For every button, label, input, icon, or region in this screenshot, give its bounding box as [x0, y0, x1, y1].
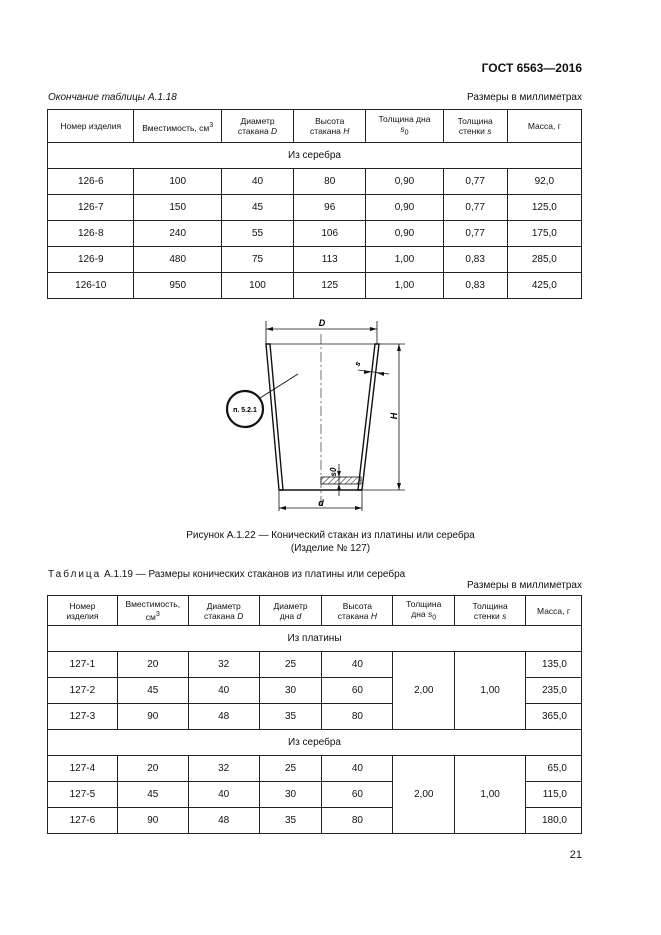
t1-cell: 0,90: [366, 195, 443, 221]
t1-col-diameter: Диаметр стакана D: [221, 110, 293, 143]
t2-cell: 32: [188, 652, 259, 678]
table2-header-row: [48, 596, 582, 626]
t2-cell: 127-3: [48, 704, 118, 730]
t2-cell: 40: [322, 652, 393, 678]
t2-col-capacity: Вместимость, $см^3$: [117, 596, 188, 626]
label-s0: s0: [329, 467, 338, 477]
t1-row: [48, 169, 582, 195]
t2-cell: 45: [117, 678, 188, 704]
bottom-hatch: [321, 477, 361, 484]
t2-cell: 365,0: [526, 704, 582, 730]
t2-merged-wall: 1,00: [455, 756, 526, 834]
t2-cell: 35: [259, 808, 322, 834]
t1-body: [48, 169, 582, 299]
t2-body-silver: [48, 756, 582, 834]
t1-cell: 0,77: [443, 221, 507, 247]
t2-cell: 127-4: [48, 756, 118, 782]
t1-cell: 0,90: [366, 169, 443, 195]
table2: [47, 595, 582, 834]
t2-cell: 40: [188, 782, 259, 808]
table2-title: [48, 569, 405, 580]
t1-row: [48, 195, 582, 221]
t2-col-number: Номер изделия: [48, 596, 118, 626]
t2-cell: 90: [117, 704, 188, 730]
t1-cell: 113: [294, 247, 366, 273]
t2-cell: 30: [259, 782, 322, 808]
t1-cell: 175,0: [507, 221, 581, 247]
figure-caption-2: (Изделие № 127): [290, 543, 371, 554]
table2-title-prefix: Таблица: [48, 569, 102, 580]
page-number: 21: [569, 849, 582, 861]
t2-cell: 35: [259, 704, 322, 730]
t2-row: [48, 652, 582, 678]
t1-cell: 0,77: [443, 169, 507, 195]
label-H: H: [389, 412, 399, 420]
t2-section1-row: [48, 626, 582, 652]
t1-cell: 240: [134, 221, 221, 247]
t1-cell: 100: [221, 273, 293, 299]
t1-col-height: Высота стакана H: [294, 110, 366, 143]
t1-cell: 80: [294, 169, 366, 195]
t1-cell: 0,83: [443, 273, 507, 299]
t2-cell: 127-2: [48, 678, 118, 704]
table2-units: Размеры в миллиметрах: [467, 580, 582, 591]
t2-cell: 90: [117, 808, 188, 834]
t1-row: [48, 221, 582, 247]
t1-cell: 425,0: [507, 273, 581, 299]
table1-header-row: [48, 110, 582, 143]
t1-section-label: Из серебра: [48, 143, 582, 169]
t1-cell: 96: [294, 195, 366, 221]
t2-cell: 115,0: [526, 782, 582, 808]
t2-cell: 127-5: [48, 782, 118, 808]
t1-cell: 55: [221, 221, 293, 247]
t2-section1-label: Из платины: [48, 626, 582, 652]
t1-cell: 0,83: [443, 247, 507, 273]
t1-cell: 1,00: [366, 247, 443, 273]
t1-cell: 45: [221, 195, 293, 221]
t1-cell: 150: [134, 195, 221, 221]
t1-section-row: [48, 143, 582, 169]
t2-cell: 127-1: [48, 652, 118, 678]
table1-units: Размеры в миллиметрах: [467, 92, 582, 103]
t1-cell: 92,0: [507, 169, 581, 195]
t2-cell: 80: [322, 704, 393, 730]
t1-cell: 126-9: [48, 247, 134, 273]
label-s: s: [352, 359, 363, 368]
t1-cell: 100: [134, 169, 221, 195]
t2-cell: 40: [322, 756, 393, 782]
t1-cell: 125,0: [507, 195, 581, 221]
t2-col-bottom-diameter: Диаметр дна d: [259, 596, 322, 626]
table1: [47, 109, 582, 299]
t2-merged-bottom: 2,00: [393, 756, 455, 834]
t2-body-platinum: [48, 652, 582, 730]
t1-col-capacity: Вместимость, $см^3$: [134, 110, 221, 143]
t2-cell: 40: [188, 678, 259, 704]
t1-cell: 126-6: [48, 169, 134, 195]
t1-cell: 126-10: [48, 273, 134, 299]
t2-merged-wall: 1,00: [455, 652, 526, 730]
t2-cell: 32: [188, 756, 259, 782]
t2-col-diameter: Диаметр стакана D: [188, 596, 259, 626]
t2-section2-label: Из серебра: [48, 730, 582, 756]
t2-col-mass: Масса, г: [526, 596, 582, 626]
t2-cell: 20: [117, 652, 188, 678]
t1-cell: 0,77: [443, 195, 507, 221]
t1-cell: 75: [221, 247, 293, 273]
t2-cell: 80: [322, 808, 393, 834]
t2-cell: 60: [322, 678, 393, 704]
label-d: d: [318, 498, 324, 508]
t2-cell: 235,0: [526, 678, 582, 704]
label-ref: п. 5.2.1: [233, 407, 257, 414]
t2-merged-bottom: 2,00: [393, 652, 455, 730]
label-D: D: [318, 318, 326, 328]
t2-cell: 30: [259, 678, 322, 704]
t2-cell: 48: [188, 704, 259, 730]
t2-cell: 180,0: [526, 808, 582, 834]
t2-col-height: Высота стакана H: [322, 596, 393, 626]
t1-cell: 106: [294, 221, 366, 247]
t1-col-wall: Толщина стенки s: [443, 110, 507, 143]
t1-col-number: Номер изделия: [48, 110, 134, 143]
figure-caption-1: Рисунок А.1.22 — Конический стакан из платины или серебра: [186, 530, 475, 541]
table2-title-rest: А.1.19 — Размеры конических стаканов из платины или серебра: [101, 569, 406, 580]
t1-col-mass: Масса, г: [507, 110, 581, 143]
t1-cell: 1,00: [366, 273, 443, 299]
t2-col-wall: Толщина стенки s: [455, 596, 526, 626]
t1-cell: 125: [294, 273, 366, 299]
t1-cell: 950: [134, 273, 221, 299]
t2-cell: 48: [188, 808, 259, 834]
t1-row: [48, 247, 582, 273]
document-id: ГОСТ 6563—2016: [481, 61, 582, 75]
t2-cell: 25: [259, 756, 322, 782]
t1-cell: 40: [221, 169, 293, 195]
t2-cell: 60: [322, 782, 393, 808]
table1-caption: Окончание таблицы А.1.18: [48, 92, 177, 103]
t2-cell: 135,0: [526, 652, 582, 678]
t1-cell: 126-7: [48, 195, 134, 221]
t2-col-bottom: Толщина дна $s_0$: [393, 596, 455, 626]
t2-cell: 25: [259, 652, 322, 678]
t1-row: [48, 273, 582, 299]
conical-beaker-drawing: [200, 312, 460, 512]
t2-row: [48, 756, 582, 782]
t1-cell: 480: [134, 247, 221, 273]
t2-cell: 127-6: [48, 808, 118, 834]
t2-cell: 20: [117, 756, 188, 782]
t2-section2-row: [48, 730, 582, 756]
t2-cell: 45: [117, 782, 188, 808]
t1-cell: 0,90: [366, 221, 443, 247]
t1-cell: 285,0: [507, 247, 581, 273]
t1-cell: 126-8: [48, 221, 134, 247]
t1-col-bottom: Толщина дна $s_0$: [366, 110, 443, 143]
t2-cell: 65,0: [526, 756, 582, 782]
